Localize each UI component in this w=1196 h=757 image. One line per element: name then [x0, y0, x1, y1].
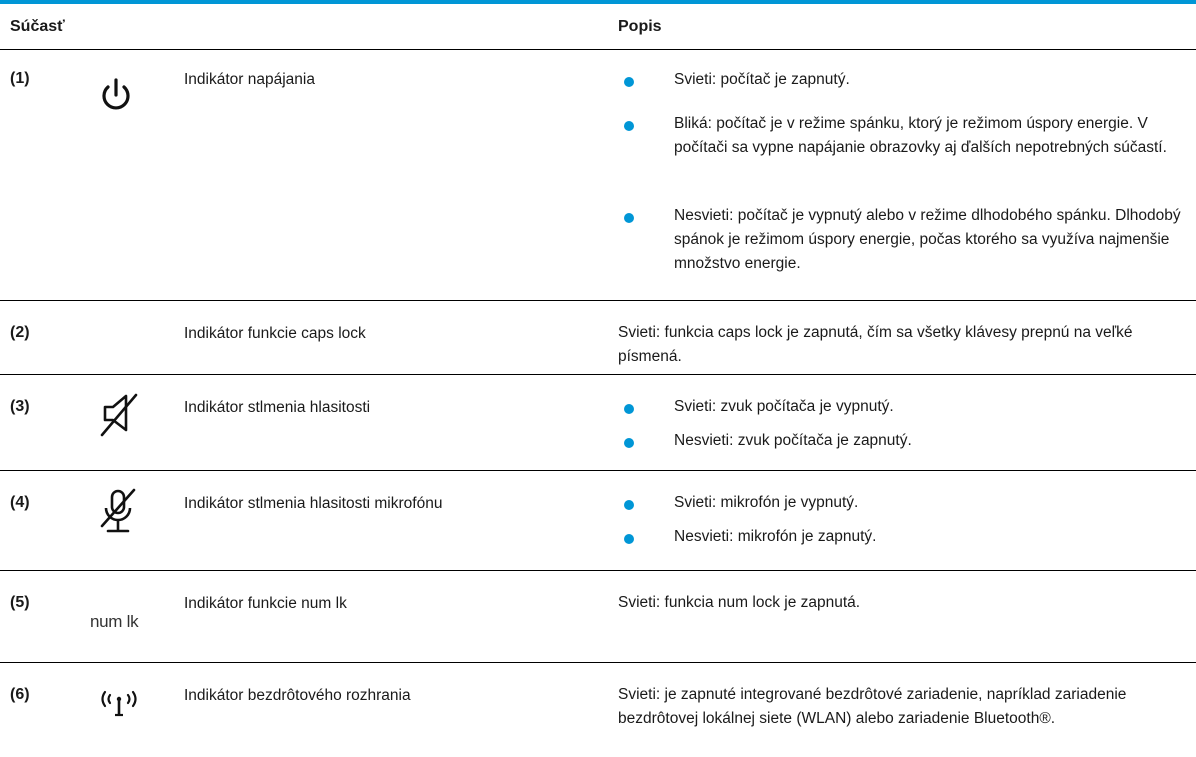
- bullet: [624, 213, 634, 223]
- component-name: Indikátor funkcie caps lock: [184, 325, 366, 342]
- bullet: [624, 404, 634, 414]
- table-row: [0, 374, 1196, 471]
- component-name: Indikátor napájania: [184, 71, 315, 88]
- table-row: [0, 662, 1196, 757]
- bullet: [624, 77, 634, 87]
- row-number: (6): [10, 686, 30, 703]
- component-name: Indikátor bezdrôtového rozhrania: [184, 687, 411, 704]
- bullet: [624, 121, 634, 131]
- header-description: Popis: [618, 18, 662, 35]
- component-name: Indikátor funkcie num lk: [184, 595, 347, 612]
- bullet: [624, 438, 634, 448]
- description-text: Svieti: je zapnuté integrované bezdrôtové zariadenie, napríklad zariadenie bezdrôtovej lokálnej siete (WLAN) alebo zariadenie Bluetooth®.: [618, 686, 1127, 727]
- speaker-mute-icon: [96, 390, 156, 430]
- row-number: (5): [10, 594, 30, 611]
- bullet: [624, 500, 634, 510]
- bullet: [624, 534, 634, 544]
- description-bullet: Nesvieti: mikrofón je zapnutý.: [674, 528, 877, 545]
- description-text: Svieti: funkcia num lock je zapnutá.: [618, 594, 861, 611]
- component-name: Indikátor stlmenia hlasitosti: [184, 399, 371, 416]
- component-name: Indikátor stlmenia hlasitosti mikrofónu: [184, 495, 443, 512]
- microphone-mute-icon: [96, 486, 156, 526]
- table-row: [0, 470, 1196, 571]
- description-bullet: Nesvieti: počítač je vypnutý alebo v režime dlhodobého spánku. Dlhodobý spánok je režimom úspory energie, počas ktorého sa využíva najmenšie množstvo energie.: [674, 207, 1181, 272]
- row-number: (1): [10, 70, 30, 87]
- table-row: [0, 50, 1196, 301]
- description-bullet: Nesvieti: zvuk počítača je zapnutý.: [674, 432, 912, 449]
- description-bullet: Svieti: počítač je zapnutý.: [674, 71, 850, 88]
- power-icon: [96, 76, 156, 116]
- wireless-icon: [96, 686, 156, 726]
- num-lock-icon-label: num lk: [90, 612, 139, 631]
- description-bullet: Bliká: počítač je v režime spánku, ktorý je režimom úspory energie. V počítači sa vypne napájanie obrazovky aj ďalších nepotrebných súčastí.: [674, 115, 1167, 156]
- table-row: [0, 300, 1196, 375]
- num-lock-icon: [90, 612, 150, 652]
- row-number: (2): [10, 324, 30, 341]
- table-header: [0, 4, 1196, 50]
- description-bullet: Svieti: zvuk počítača je vypnutý.: [674, 398, 894, 415]
- row-number: (4): [10, 494, 30, 511]
- description-text: Svieti: funkcia caps lock je zapnutá, čím sa všetky klávesy prepnú na veľké písmená.: [618, 324, 1133, 365]
- header-component: Súčasť: [10, 18, 65, 35]
- description-bullet: Svieti: mikrofón je vypnutý.: [674, 494, 859, 511]
- table-row: [0, 570, 1196, 663]
- row-number: (3): [10, 398, 30, 415]
